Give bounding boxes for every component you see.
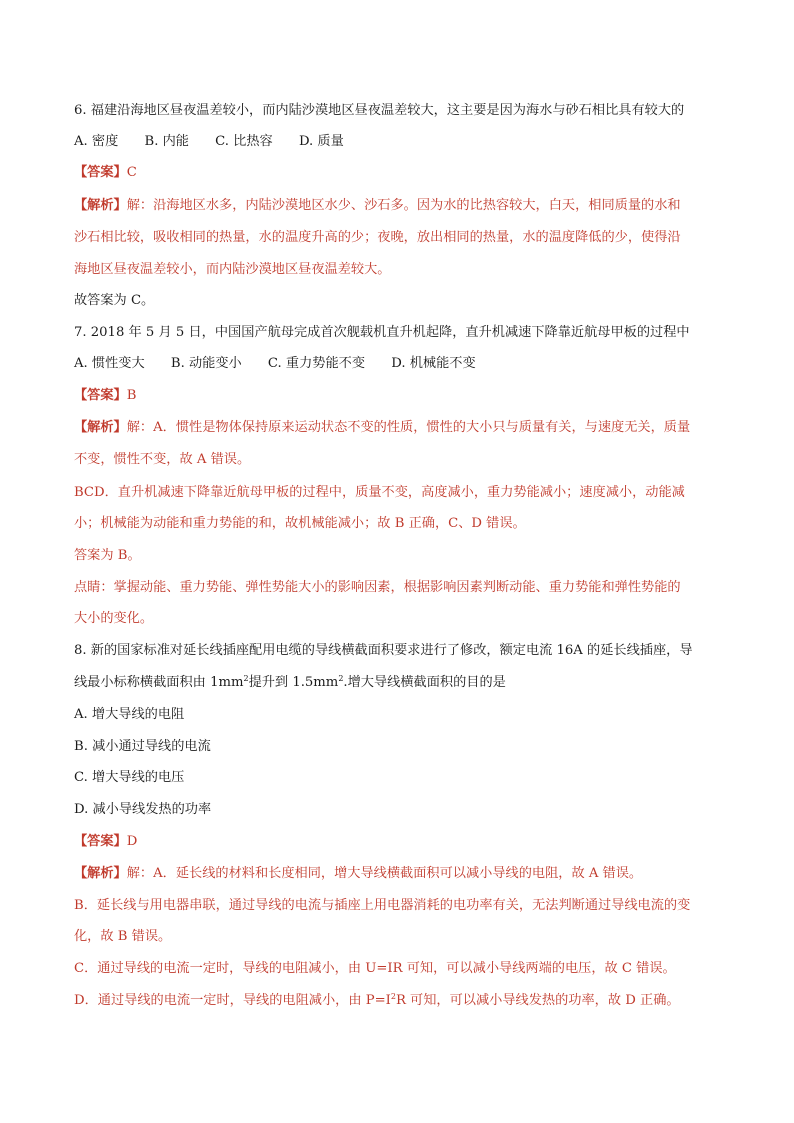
q6-option-b: B. 内能 [144, 134, 189, 149]
stem-text: 提升到 1.5mm [248, 675, 339, 690]
q7-analysis-line-2: 不变，惯性不变，故 A 错误。 [74, 452, 251, 467]
q6-analysis-line-2: 沙石相比较，吸收相同的热量，水的温度升高的少；夜晚，放出相同的热量，水的温度降低的少，使得沿 [74, 230, 681, 245]
q8-analysis-line-2: B．延长线与用电器串联，通过导线的电流与插座上用电器消耗的电功率有关，无法判断通过导线电流的变 [74, 898, 691, 913]
answer-value: C [126, 165, 137, 180]
q6-option-a: A. 密度 [74, 134, 119, 149]
q8-analysis-line-3: 化，故 B 错误。 [74, 929, 172, 944]
q6-options [74, 132, 366, 152]
answer-label: 【答案】 [74, 388, 127, 403]
q7-answer [74, 386, 136, 406]
answer-value: B [126, 388, 137, 403]
q8-answer [74, 832, 137, 852]
q8-option-b: B. 减小通过导线的电流 [74, 739, 211, 754]
q7-analysis-line-3: BCD．直升机减速下降靠近航母甲板的过程中，质量不变，高度减小，重力势能减小；速度减小，动能减 [74, 485, 685, 500]
analysis-text: 解：A．延长线的材料和长度相同，增大导线横截面积可以减小导线的电阻，故 A 错误。 [126, 866, 643, 881]
q7-conclusion: 答案为 B。 [74, 548, 141, 563]
q8-stem-line-1: 8. 新的国家标准对延长线插座配用电缆的导线横截面积要求进行了修改，额定电流 16A 的延长线插座，导 [74, 643, 693, 658]
q8-option-a: A. 增大导线的电阻 [74, 707, 185, 722]
q8-analysis-line-5 [74, 991, 680, 1011]
superscript: 2 [243, 674, 249, 683]
analysis-label: 【解析】 [74, 420, 127, 435]
answer-label: 【答案】 [74, 165, 127, 180]
q8-analysis-line-1 [74, 864, 642, 884]
q7-analysis-line-1 [74, 418, 690, 438]
analysis-text: 解：沿海地区水多，内陆沙漠地区水少、沙石多。因为水的比热容较大，白天，相同质量的水和 [126, 198, 681, 213]
q7-option-a: A. 惯性变大 [74, 356, 145, 371]
q6-answer [74, 163, 137, 183]
q7-stem: 7. 2018 年 5 月 5 日，中国国产航母完成首次舰载机直升机起降，直升机减速下降靠近航母甲板的过程中 [74, 325, 690, 340]
stem-text: 线最小标称横截面积由 1mm [74, 675, 244, 690]
q7-tip-line-2: 大小的变化。 [74, 611, 154, 626]
q7-option-b: B. 动能变小 [170, 356, 242, 371]
q6-option-d: D. 质量 [298, 134, 344, 149]
answer-value: D [126, 834, 138, 849]
q6-conclusion: 故答案为 C。 [74, 293, 155, 308]
q6-analysis-line-1 [74, 196, 681, 216]
analysis-text: D．通过导线的电流一定时，导线的电阻减小，由 P=I [74, 993, 391, 1008]
superscript: 2 [338, 674, 344, 683]
stem-text: .增大导线横截面积的目的是 [343, 675, 506, 690]
answer-label: 【答案】 [74, 834, 127, 849]
q6-analysis-line-3: 海地区昼夜温差较小，而内陆沙漠地区昼夜温差较大。 [74, 262, 391, 277]
q8-stem-line-2 [74, 673, 506, 693]
q8-option-d: D. 减小导线发热的功率 [74, 802, 212, 817]
q7-analysis-line-4: 小；机械能为动能和重力势能的和，故机械能减小；故 B 正确，C、D 错误。 [74, 516, 526, 531]
analysis-text: R 可知，可以减小导线发热的功率，故 D 正确。 [395, 993, 680, 1008]
q6-option-c: C. 比热容 [215, 134, 273, 149]
q7-tip-line-1: 点睛：掌握动能、重力势能、弹性势能大小的影响因素，根据影响因素判断动能、重力势能和弹性势能的 [74, 580, 681, 595]
superscript: 2 [390, 992, 396, 1001]
q8-analysis-line-4: C．通过导线的电流一定时，导线的电阻减小，由 U=IR 可知，可以减小导线两端的电压，故 C 错误。 [74, 961, 676, 976]
analysis-label: 【解析】 [74, 866, 127, 881]
q6-stem: 6. 福建沿海地区昼夜温差较小，而内陆沙漠地区昼夜温差较大，这主要是因为海水与砂石相比具有较大的 [74, 103, 685, 118]
q7-option-d: D. 机械能不变 [391, 356, 476, 371]
analysis-text: 解：A．惯性是物体保持原来运动状态不变的性质，惯性的大小只与质量有关，与速度无关，质量 [126, 420, 691, 435]
q8-option-c: C. 增大导线的电压 [74, 770, 185, 785]
analysis-label: 【解析】 [74, 198, 127, 213]
q7-options [74, 354, 498, 374]
q7-option-c: C. 重力势能不变 [267, 356, 366, 371]
